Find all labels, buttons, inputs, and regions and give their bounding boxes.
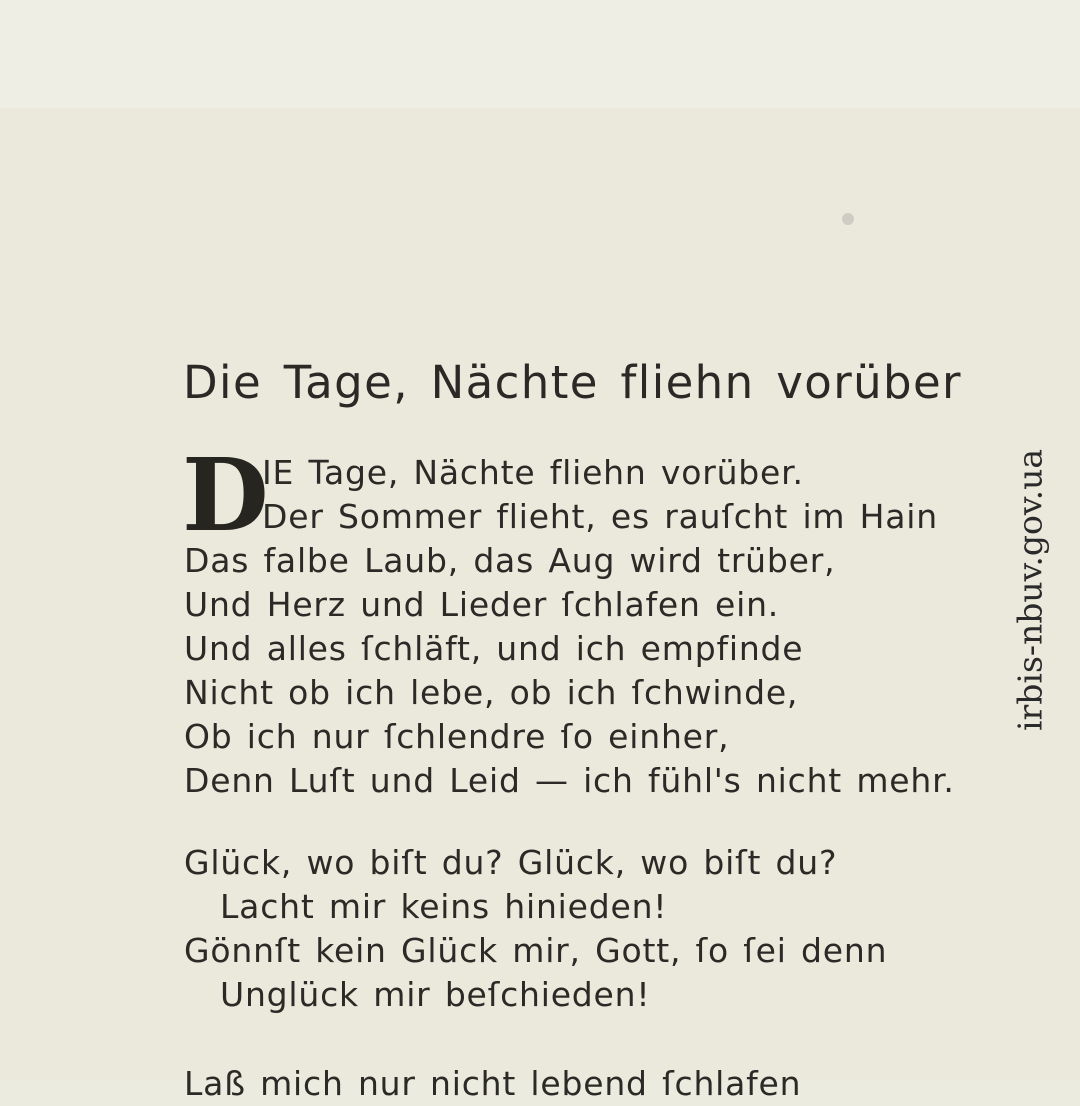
page-top-margin <box>0 0 1080 108</box>
stanza-1 <box>182 436 1004 803</box>
stanza-break <box>184 803 1004 841</box>
poem-line: Gönnſt kein Glück mir, Gott, ſo ſei denn <box>184 931 888 970</box>
watermark-text: irbis-nbuv.gov.ua <box>1010 448 1050 732</box>
poem-line-cut-off: Laß mich nur nicht lebend ſchlafen <box>184 1064 802 1103</box>
poem-body <box>182 436 1004 1017</box>
poem-line: Und Herz und Lieder ſchlafen ein. <box>184 585 780 624</box>
poem-title: Die Tage, Nächte fliehn vorüber <box>183 356 962 409</box>
poem-line: Das falbe Laub, das Aug wird trüber, <box>184 541 836 580</box>
stanza-2 <box>184 841 1004 1017</box>
poem-line: IE Tage, Nächte fliehn vorüber. <box>262 453 804 492</box>
poem-line: Nicht ob ich lebe, ob ich ſchwinde, <box>184 673 799 712</box>
poem-line: Ob ich nur ſchlendre ſo einher, <box>184 717 730 756</box>
poem-line-indented: Unglück mir beſchieden! <box>220 975 651 1014</box>
poem-line: Denn Luſt und Leid — ich fühl's nicht mehr. <box>184 761 955 800</box>
drop-cap-initial: D <box>182 436 270 554</box>
poem-line: Und alles ſchläft, und ich empfinde <box>184 629 804 668</box>
poem-line-indented: Lacht mir keins hinieden! <box>220 887 668 926</box>
paper-speck <box>842 213 854 225</box>
poem-line: Der Sommer flieht, es rauſcht im Hain <box>262 497 938 536</box>
poem-line: Glück, wo biſt du? Glück, wo biſt du? <box>184 843 838 882</box>
